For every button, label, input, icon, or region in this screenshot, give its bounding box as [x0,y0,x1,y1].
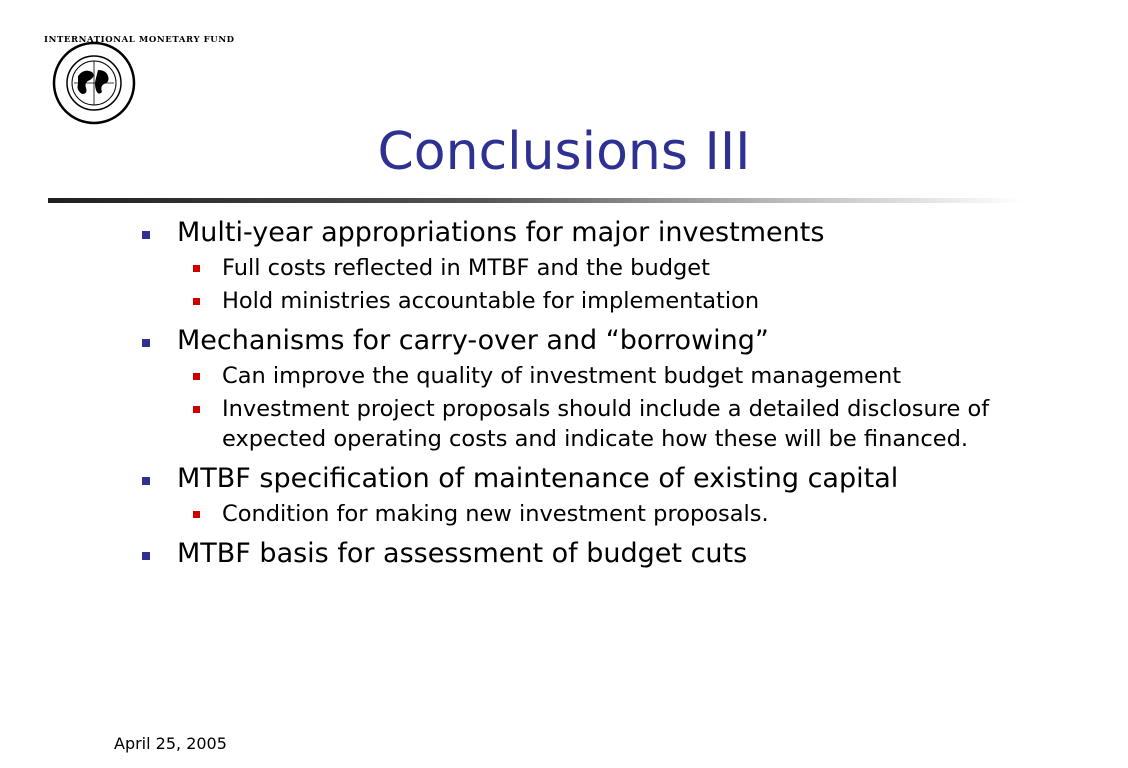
square-bullet-icon [193,406,200,413]
square-bullet-icon [142,339,150,347]
imf-seal-icon [44,35,235,124]
bullet-list [0,208,1024,571]
square-bullet-icon [193,511,200,518]
bullet-item [0,462,1024,496]
title-divider [48,198,1024,203]
sub-bullet-text: Investment project proposals should include a detailed disclosure of expected operating costs and indicate how these will be financed. [222,396,990,452]
slide-title: Conclusions III [377,122,751,182]
sub-bullet-text: Hold ministries accountable for implementation [222,288,760,314]
sub-bullet-item [0,253,1024,283]
bullet-item [0,537,1024,571]
bullet-text: Mechanisms for carry-over and “borrowing” [177,325,769,356]
square-bullet-icon [193,298,200,305]
square-bullet-icon [193,373,200,380]
bullet-text: MTBF specification of maintenance of existing capital [177,463,899,494]
square-bullet-icon [142,231,150,239]
footer-date: April 25, 2005 [114,734,227,753]
bullet-text: MTBF basis for assessment of budget cuts [177,538,748,569]
square-bullet-icon [193,265,200,272]
sub-bullet-item [0,499,1024,529]
sub-bullet-text: Condition for making new investment proposals. [222,501,769,527]
square-bullet-icon [142,477,150,485]
bullet-item [0,216,1024,250]
sub-bullet-item [0,361,1024,391]
sub-bullet-text: Can improve the quality of investment budget management [222,363,902,389]
sub-bullet-item [0,394,1024,454]
sub-bullet-item [0,286,1024,316]
imf-logo [44,35,235,124]
square-bullet-icon [142,552,150,560]
bullet-text: Multi-year appropriations for major investments [177,217,825,248]
bullet-item [0,324,1024,358]
sub-bullet-text: Full costs reflected in MTBF and the budget [222,255,710,281]
imf-ring-text: INTERNATIONAL MONETARY FUND [44,35,235,45]
